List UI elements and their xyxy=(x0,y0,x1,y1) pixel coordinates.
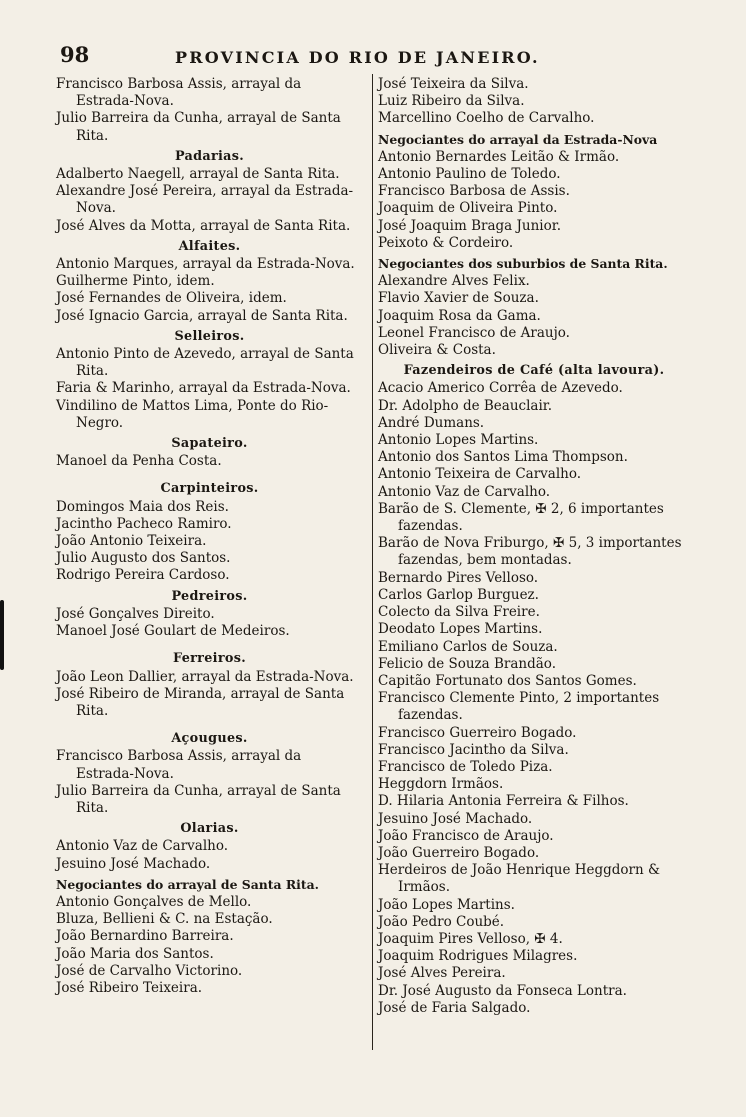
directory-entry: Marcellino Coelho de Carvalho. xyxy=(378,110,595,127)
right-column xyxy=(378,76,690,1017)
section-heading: Negociantes do arrayal da Estrada-Nova xyxy=(378,131,658,147)
directory-entry: José Ignacio Garcia, arrayal de Santa Rita. xyxy=(56,307,348,324)
section-heading: Ferreiros. xyxy=(173,651,246,667)
directory-entry: José Ribeiro de Miranda, arrayal de Santa Rita. xyxy=(56,685,345,719)
directory-entry: Deodato Lopes Martins. xyxy=(378,621,543,638)
directory-entry: Antonio Lopes Martins. xyxy=(378,432,539,449)
directory-entry: Peixoto & Cordeiro. xyxy=(378,234,514,251)
directory-entry: João Maria dos Santos. xyxy=(56,945,214,962)
directory-entry: Francisco de Toledo Piza. xyxy=(378,758,553,775)
section-heading: Alfaites. xyxy=(178,238,241,254)
section-heading: Açougues. xyxy=(171,731,248,747)
directory-entry: Antonio Bernardes Leitão & Irmão. xyxy=(378,148,620,165)
directory-entry: Antonio Teixeira de Carvalho. xyxy=(378,466,582,483)
directory-entry: Oliveira & Costa. xyxy=(378,342,496,359)
directory-entry: João Bernardino Barreira. xyxy=(56,928,234,945)
directory-entry: João Leon Dallier, arrayal da Estrada-Nova. xyxy=(56,668,354,685)
directory-entry: André Dumans. xyxy=(378,414,485,431)
directory-entry: João Lopes Martins. xyxy=(378,896,515,913)
directory-entry: Adalberto Naegell, arrayal de Santa Rita. xyxy=(56,166,340,183)
section-heading: Olarias. xyxy=(180,821,239,837)
section-heading: Sapateiro. xyxy=(171,436,248,452)
directory-entry: Alexandre José Pereira, arrayal da Estrada-Nova. xyxy=(56,183,354,217)
column-rule xyxy=(372,74,373,1050)
directory-entry: Antonio Gonçalves de Mello. xyxy=(56,893,252,910)
section-heading: Carpinteiros. xyxy=(160,481,259,497)
directory-entry: Acacio Americo Corrêa de Azevedo. xyxy=(378,380,623,397)
directory-entry: Domingos Maia dos Reis. xyxy=(56,498,229,515)
section-heading: Selleiros. xyxy=(174,328,245,344)
directory-entry: Emiliano Carlos de Souza. xyxy=(378,638,558,655)
directory-entry: Rodrigo Pereira Cardoso. xyxy=(56,567,230,584)
directory-entry: Joaquim Rodrigues Milagres. xyxy=(378,948,578,965)
directory-entry: Joaquim Rosa da Gama. xyxy=(378,307,541,324)
directory-entry: Jesuino José Machado. xyxy=(378,810,533,827)
directory-entry: Antonio Marques, arrayal da Estrada-Nova. xyxy=(56,256,355,273)
directory-entry: Francisco Barbosa Assis, arrayal da Estrada-Nova. xyxy=(56,748,302,782)
section-heading: Fazendeiros de Café (alta lavoura). xyxy=(403,363,665,379)
directory-entry: João Pedro Coubé. xyxy=(378,913,505,930)
directory-entry: Flavio Xavier de Souza. xyxy=(378,290,539,307)
directory-entry: Julio Barreira da Cunha, arrayal de Santa Rita. xyxy=(56,110,341,144)
directory-entry: Bluza, Bellieni & C. na Estação. xyxy=(56,911,273,928)
directory-entry: Leonel Francisco de Araujo. xyxy=(378,324,570,341)
directory-entry: José de Carvalho Victorino. xyxy=(56,962,243,979)
directory-entry: D. Hilaria Antonia Ferreira & Filhos. xyxy=(378,793,629,810)
directory-entry: Heggdorn Irmãos. xyxy=(378,776,504,793)
directory-entry: Dr. José Augusto da Fonseca Lontra. xyxy=(378,982,627,999)
directory-entry: Manoel da Penha Costa. xyxy=(56,453,222,470)
directory-entry: Dr. Adolpho de Beauclair. xyxy=(378,397,553,414)
directory-entry: Vindilino de Mattos Lima, Ponte do Rio-Negro. xyxy=(56,397,329,431)
directory-entry: Barão de Nova Friburgo, ✠ 5, 3 importantes fazendas, bem montadas. xyxy=(378,535,682,569)
directory-entry: Antonio Pinto de Azevedo, arrayal de Santa Rita. xyxy=(56,346,354,380)
directory-entry: Bernardo Pires Velloso. xyxy=(378,569,539,586)
section-heading: Padarias. xyxy=(174,148,245,164)
section-heading: Pedreiros. xyxy=(171,588,248,604)
directory-entry: Francisco Jacintho da Silva. xyxy=(378,741,569,758)
directory-entry: José Joaquim Braga Junior. xyxy=(378,217,561,234)
directory-entry: José Gonçalves Direito. xyxy=(56,605,215,622)
binding-mark xyxy=(0,600,4,670)
directory-entry: Antonio Vaz de Carvalho. xyxy=(378,483,551,500)
directory-entry: Barão de S. Clemente, ✠ 2, 6 importantes fazendas. xyxy=(378,500,664,535)
directory-entry: Guilherme Pinto, idem. xyxy=(56,273,215,290)
directory-entry: José Fernandes de Oliveira, idem. xyxy=(56,290,287,307)
running-head: PROVINCIA DO RIO DE JANEIRO. xyxy=(175,48,540,67)
directory-entry: Julio Augusto dos Santos. xyxy=(56,550,231,567)
directory-entry: Luiz Ribeiro da Silva. xyxy=(378,93,525,110)
directory-entry: Julio Barreira da Cunha, arrayal de Santa Rita. xyxy=(56,782,341,816)
directory-entry: Antonio Vaz de Carvalho. xyxy=(56,838,229,855)
directory-entry: José Alves da Motta, arrayal de Santa Rita. xyxy=(56,217,351,234)
directory-entry: Alexandre Alves Felix. xyxy=(378,273,530,290)
directory-entry: Francisco Barbosa Assis, arrayal da Estrada-Nova. xyxy=(56,76,302,110)
directory-entry: José Teixeira da Silva. xyxy=(378,76,529,92)
directory-entry: José Alves Pereira. xyxy=(378,965,506,982)
directory-entry: Joaquim de Oliveira Pinto. xyxy=(378,200,558,217)
directory-entry: Jacintho Pacheco Ramiro. xyxy=(56,515,232,532)
directory-entry: Herdeiros de João Henrique Heggdorn & Irmãos. xyxy=(378,862,661,896)
directory-entry: José Ribeiro Teixeira. xyxy=(56,979,203,996)
section-heading: Negociantes do arrayal de Santa Rita. xyxy=(56,876,319,892)
directory-entry: Faria & Marinho, arrayal da Estrada-Nova. xyxy=(56,380,351,397)
directory-entry: José de Faria Salgado. xyxy=(378,999,531,1016)
directory-entry: João Guerreiro Bogado. xyxy=(378,844,540,861)
directory-entry: Manoel José Goulart de Medeiros. xyxy=(56,623,290,640)
directory-entry: Carlos Garlop Burguez. xyxy=(378,586,539,603)
directory-entry: Antonio Paulino de Toledo. xyxy=(378,166,561,183)
directory-entry: Francisco Guerreiro Bogado. xyxy=(378,724,577,741)
directory-entry: João Antonio Teixeira. xyxy=(56,533,207,550)
directory-entry: Colecto da Silva Freire. xyxy=(378,604,540,621)
directory-entry: Joaquim Pires Velloso, ✠ 4. xyxy=(378,930,563,947)
left-column xyxy=(56,76,363,997)
page-number: 98 xyxy=(60,42,90,67)
directory-entry: Capitão Fortunato dos Santos Gomes. xyxy=(378,672,637,689)
section-heading: Negociantes dos suburbios de Santa Rita. xyxy=(378,256,668,272)
directory-entry: Francisco Barbosa de Assis. xyxy=(378,183,570,200)
directory-entry: Antonio dos Santos Lima Thompson. xyxy=(378,449,628,466)
directory-entry: Francisco Clemente Pinto, 2 importantes fazendas. xyxy=(378,690,660,724)
directory-entry: João Francisco de Araujo. xyxy=(378,827,554,844)
directory-entry: Jesuino José Machado. xyxy=(56,855,211,872)
directory-entry: Felicio de Souza Brandão. xyxy=(378,655,556,672)
